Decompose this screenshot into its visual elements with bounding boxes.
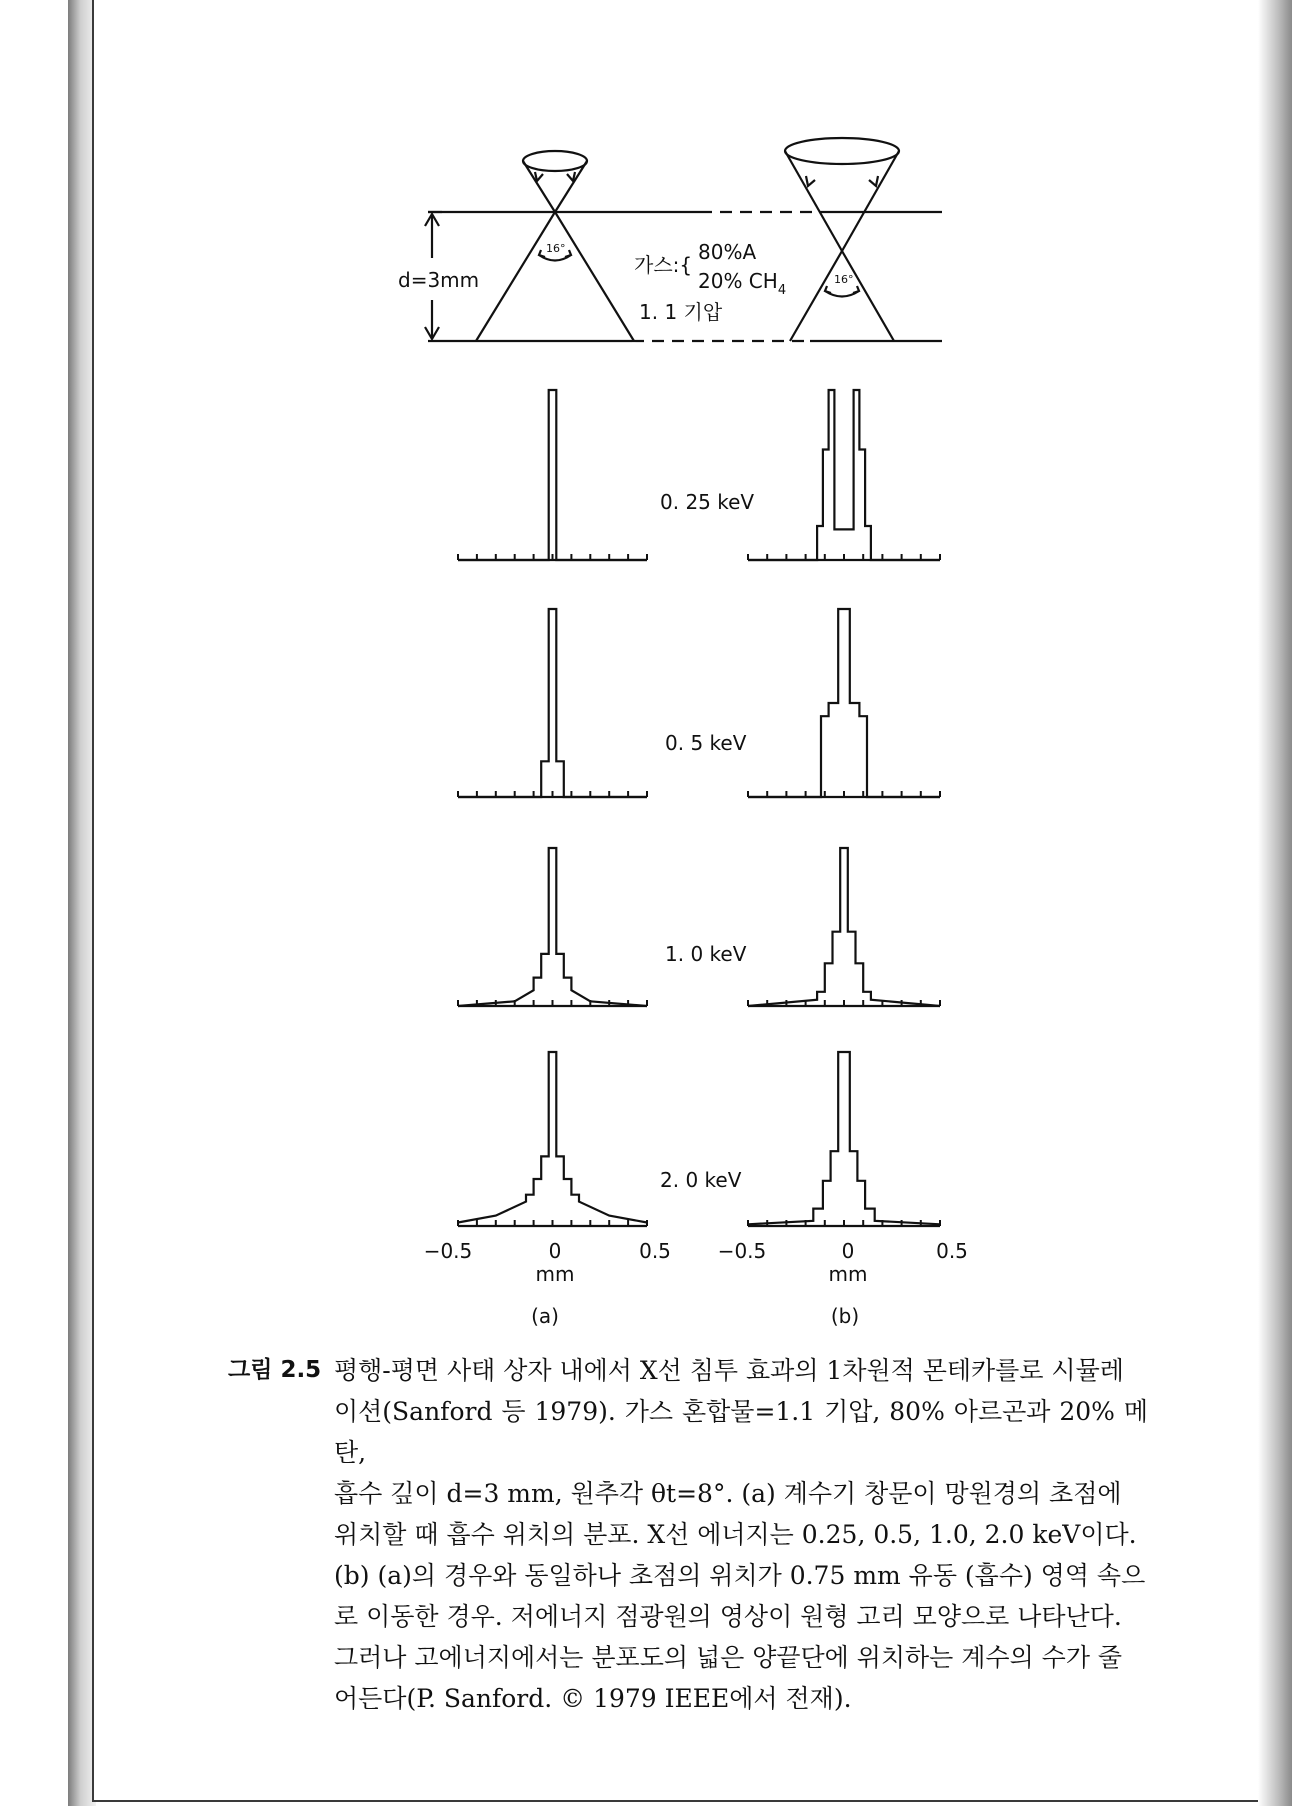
histogram-trace-a-0_25kev xyxy=(458,390,647,560)
caption-line: 평행-평면 사태 상자 내에서 X선 침투 효과의 1차원적 몬테카를로 시뮬레 xyxy=(334,1356,1124,1385)
tick-label-b-max: 0.5 xyxy=(936,1239,968,1263)
histogram-trace-a-0_5kev xyxy=(458,609,647,797)
caption-line: 그러나 고에너지에서는 분포도의 넓은 양끝단에 위치하는 계수의 수가 줄 xyxy=(334,1643,1123,1672)
angle-label-b: 16° xyxy=(834,273,854,286)
histogram-trace-b-1kev xyxy=(748,848,940,1006)
pressure-label: 1. 1 기압 xyxy=(639,300,723,324)
histogram-trace-b-2kev xyxy=(748,1052,940,1224)
caption-line: 로 이동한 경우. 저에너지 점광원의 영상이 원형 고리 모양으로 나타난다. xyxy=(334,1602,1122,1631)
caption-line: 흡수 깊이 d=3 mm, 원추각 θt=8°. (a) 계수기 창문이 망원경의 초점에 xyxy=(334,1479,1122,1508)
energy-label-2: 1. 0 keV xyxy=(665,942,747,966)
caption-line: 어든다(P. Sanford. © 1979 IEEE에서 전재). xyxy=(334,1684,852,1713)
gas-argon: 80%A xyxy=(698,240,757,264)
focusing-cone-a xyxy=(523,151,587,171)
depth-label: d=3mm xyxy=(398,268,480,292)
gas-prefix: 가스:{ xyxy=(634,253,693,277)
gas-methane: 20% $CH_4$ xyxy=(698,269,787,298)
caption-line: 이션(Sanford 등 1979). 가스 혼합물=1.1 기압, 80% 아르곤과 20% 메탄, xyxy=(334,1397,1148,1467)
tick-label-a-zero: 0 xyxy=(548,1239,562,1263)
angle-label-a: 16° xyxy=(546,242,566,255)
caption-text xyxy=(334,1350,1148,1719)
histogram-trace-b-0_5kev xyxy=(748,609,940,797)
ray-a-left xyxy=(476,212,555,341)
axis-unit-b: mm xyxy=(828,1262,868,1286)
histogram-trace-b-0_25kev xyxy=(748,390,940,560)
axis-unit-a: mm xyxy=(535,1262,575,1286)
tick-label-a-min: −0.5 xyxy=(423,1239,473,1263)
caption-line: 위치할 때 흡수 위치의 분포. X선 에너지는 0.25, 0.5, 1.0, 2.0 keV이다. xyxy=(334,1520,1137,1549)
ray-a-right xyxy=(555,212,634,341)
caption-line: (b) (a)의 경우와 동일하나 초점의 위치가 0.75 mm 유동 (흡수) 영역 속으 xyxy=(334,1561,1146,1590)
panel-label-b: (b) xyxy=(830,1304,860,1328)
tick-label-a-max: 0.5 xyxy=(639,1239,671,1263)
panel-label-a: (a) xyxy=(531,1304,559,1328)
figure-caption xyxy=(228,1350,1148,1719)
focusing-cone-b xyxy=(785,138,899,164)
histogram-plots xyxy=(458,390,940,1226)
histogram-trace-a-2kev xyxy=(458,1052,647,1223)
tick-label-b-min: −0.5 xyxy=(717,1239,767,1263)
histogram-trace-a-1kev xyxy=(458,848,647,1006)
caption-label: 그림 2.5 xyxy=(228,1357,322,1383)
tick-label-b-zero: 0 xyxy=(841,1239,855,1263)
energy-label-0: 0. 25 keV xyxy=(660,490,755,514)
energy-label-1: 0. 5 keV xyxy=(665,731,747,755)
energy-label-3: 2. 0 keV xyxy=(660,1168,742,1192)
